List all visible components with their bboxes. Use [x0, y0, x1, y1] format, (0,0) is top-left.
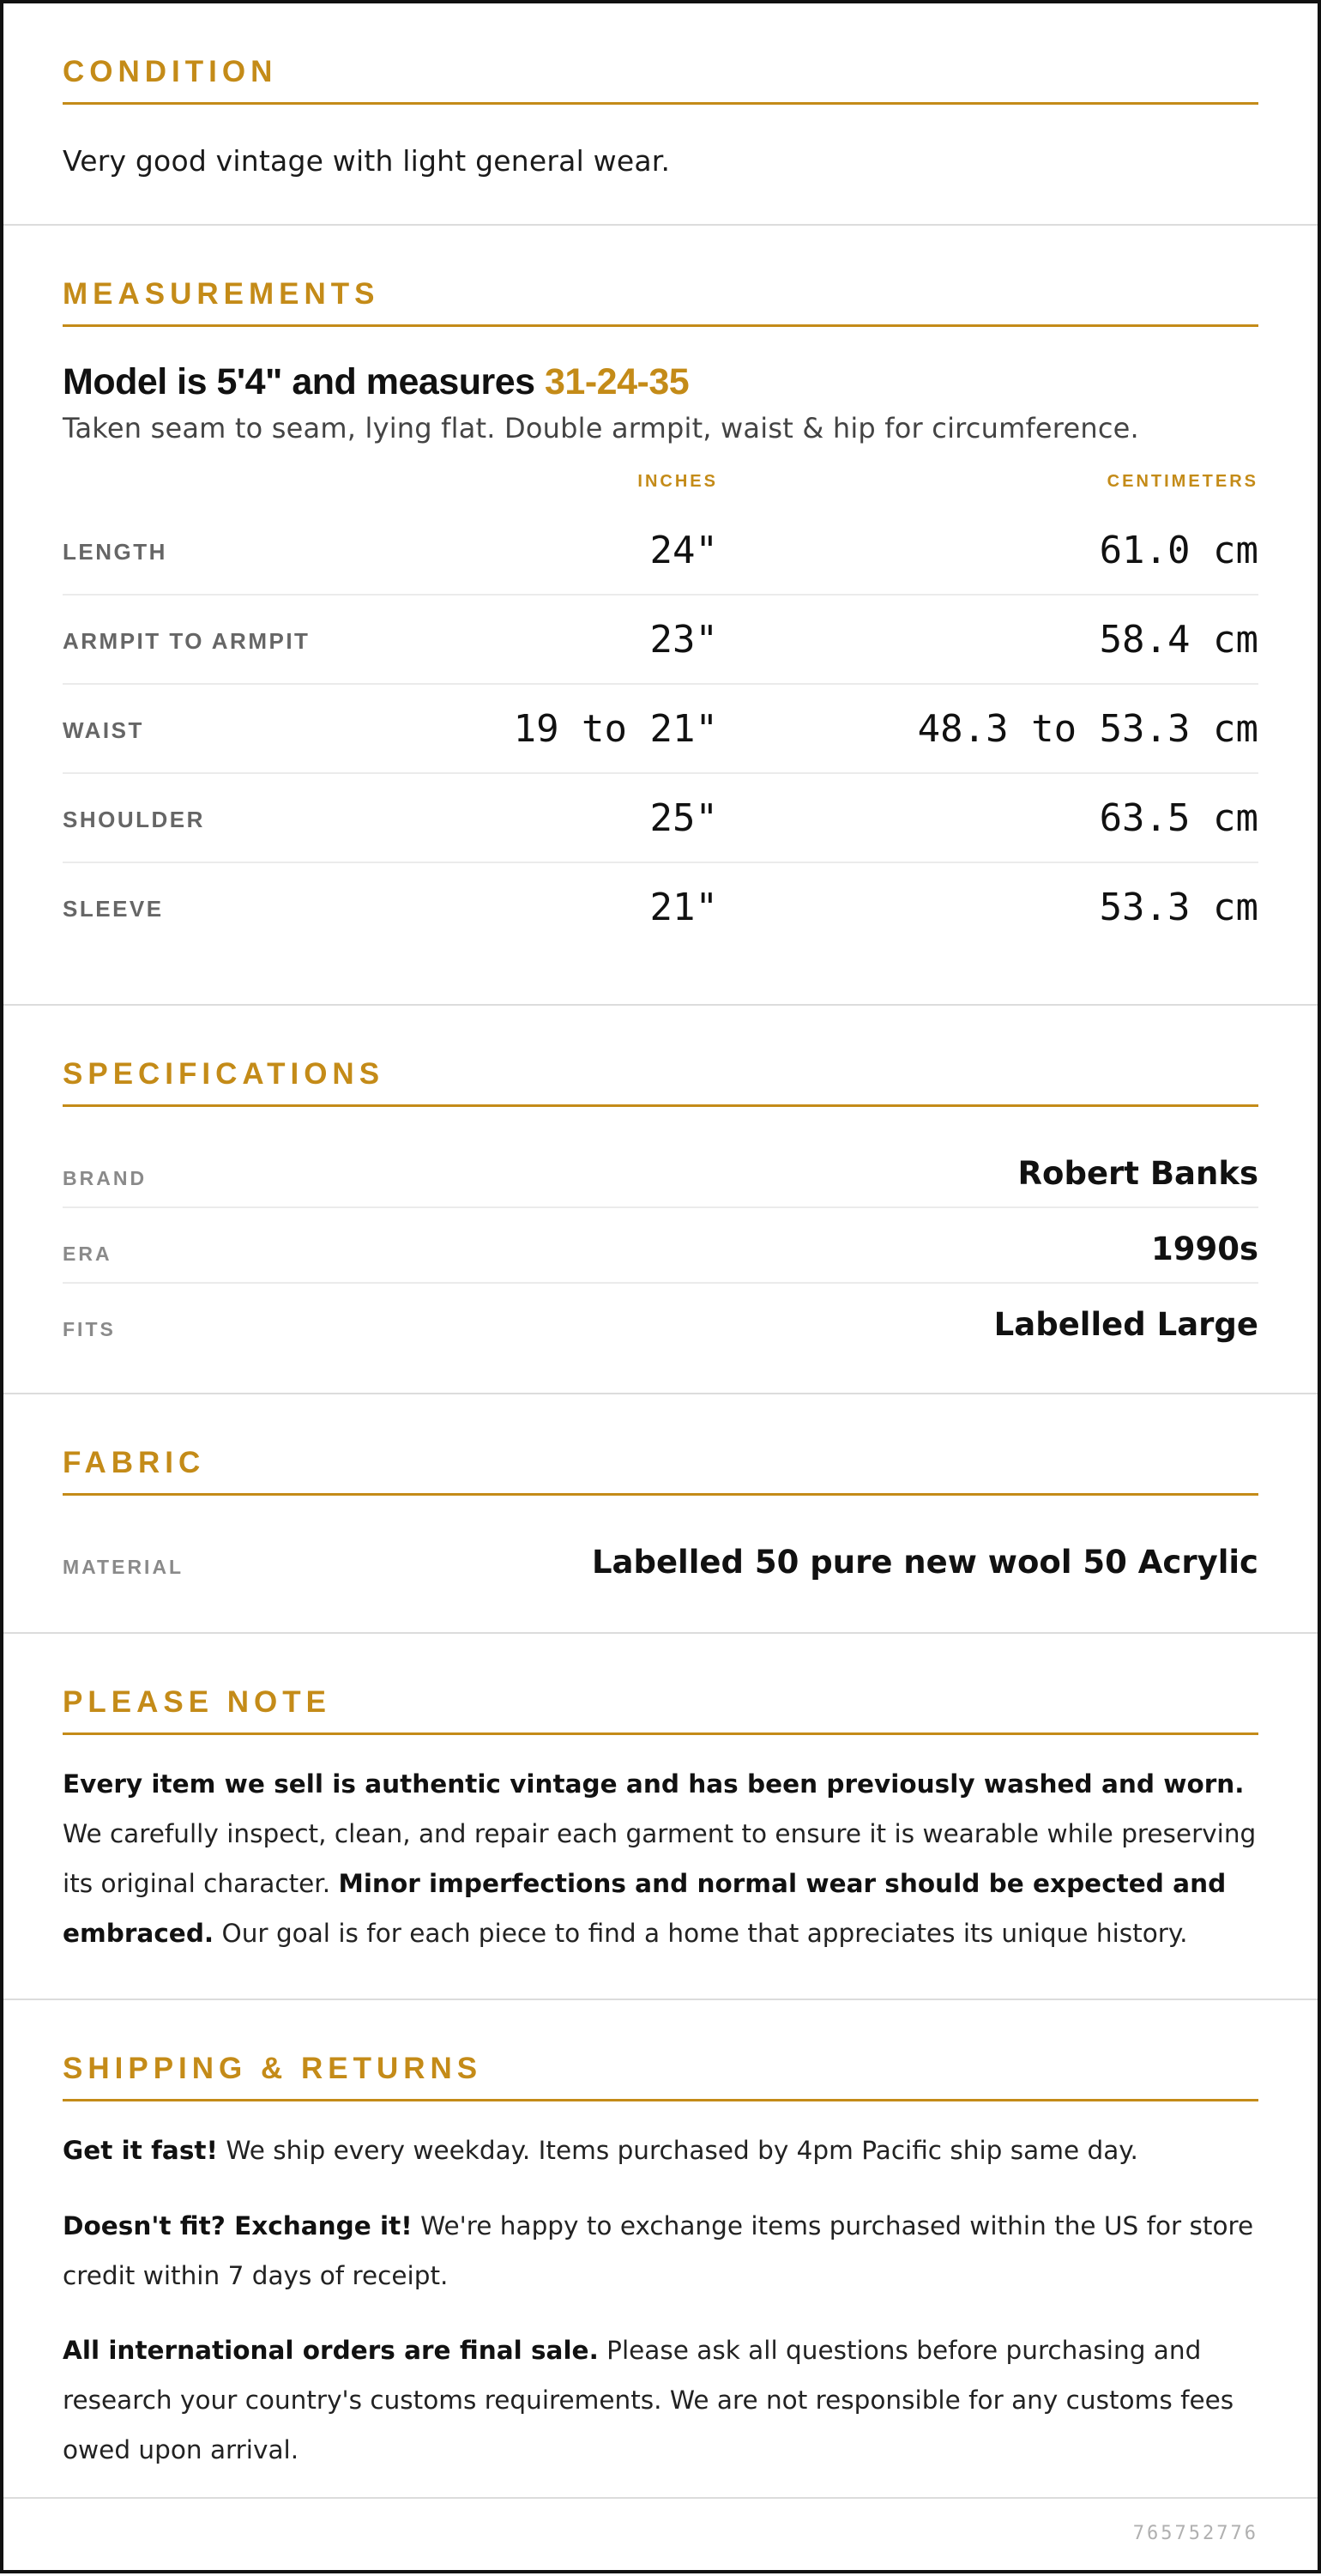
spec-value: 1990s [1150, 1231, 1258, 1267]
shipping-paragraph-fast [63, 2126, 1258, 2175]
measurements-table-header [63, 463, 1258, 506]
shipping-text-1: We ship every weekday. Items purchased by 4pm Pacific ship same day. [217, 2136, 1138, 2165]
please-note-text [63, 1759, 1258, 1958]
measurement-row [63, 506, 1258, 596]
product-id: 765752776 [1132, 2523, 1258, 2544]
measurement-row [63, 863, 1258, 951]
measurement-cm: 48.3 to 53.3 cm [917, 707, 1258, 751]
centimeters-column-header: CENTIMETERS [1107, 472, 1258, 491]
measurement-inches: 19 to 21" [513, 707, 718, 751]
spec-row [63, 1284, 1258, 1358]
model-measures-value: 31-24-35 [545, 361, 690, 402]
condition-heading: CONDITION [63, 57, 1258, 105]
measurement-label: SHOULDER [63, 807, 205, 832]
footer [3, 2499, 1318, 2576]
measurement-row [63, 774, 1258, 863]
spec-key: ERA [63, 1243, 112, 1265]
measurement-label: SLEEVE [63, 896, 164, 922]
fabric-row [63, 1521, 1258, 1595]
fabric-value: Labelled 50 pure new wool 50 Acrylic [591, 1544, 1258, 1581]
fabric-heading: FABRIC [63, 1448, 1258, 1496]
note-bold-1: Every item we sell is authentic vintage and has been previously washed and worn. [63, 1769, 1245, 1799]
measurement-inches: 23" [649, 618, 718, 662]
shipping-heading: SHIPPING & RETURNS [63, 2053, 1258, 2101]
spec-key: BRAND [63, 1167, 148, 1189]
shipping-text-2: We're happy to exchange items purchased within the US for store credit within 7 days of receipt. [63, 2210, 1254, 2290]
please-note-heading: PLEASE NOTE [63, 1687, 1258, 1735]
measurement-label: WAIST [63, 717, 144, 743]
measurement-cm: 58.4 cm [1099, 618, 1258, 662]
model-prefix: Model is 5'4" and measures [63, 361, 546, 402]
shipping-paragraph-exchange [63, 2201, 1258, 2301]
shipping-bold-1: Get it fast! [63, 2136, 218, 2165]
measurements-table [63, 506, 1258, 951]
please-note-section [3, 1634, 1318, 2000]
inches-column-header: INCHES [637, 472, 718, 491]
note-bold-2: Minor imperfections and normal wear should be expected and embraced. [63, 1869, 1227, 1948]
model-measures-line [63, 361, 1258, 403]
measurement-row [63, 596, 1258, 685]
measurement-inches: 21" [649, 886, 718, 929]
measurement-inches: 25" [649, 796, 718, 840]
measurements-heading: MEASUREMENTS [63, 279, 1258, 327]
specifications-list [63, 1133, 1258, 1358]
measurement-cm: 53.3 cm [1099, 886, 1258, 929]
note-text-1: We carefully inspect, clean, and repair each garment to ensure it is wearable while preserving its original character. [63, 1819, 1257, 1898]
spec-row [63, 1133, 1258, 1208]
note-text-2: Our goal is for each piece to find a home that appreciates its unique history. [214, 1919, 1188, 1948]
spec-row [63, 1208, 1258, 1284]
shipping-bold-3: All international orders are final sale. [63, 2336, 599, 2365]
measurements-section [3, 226, 1318, 1006]
shipping-returns-section [3, 2000, 1318, 2499]
measurement-row [63, 685, 1258, 774]
specifications-heading: SPECIFICATIONS [63, 1059, 1258, 1107]
condition-section [3, 3, 1318, 226]
shipping-paragraph-international [63, 2325, 1258, 2475]
fabric-key: MATERIAL [63, 1556, 184, 1578]
shipping-bold-2: Doesn't fit? Exchange it! [63, 2210, 413, 2240]
measurement-label: ARMPIT TO ARMPIT [63, 628, 311, 654]
specifications-section [3, 1006, 1318, 1394]
fabric-section [3, 1394, 1318, 1634]
spec-value: Robert Banks [1017, 1155, 1258, 1192]
fabric-list [63, 1521, 1258, 1595]
measurement-label: LENGTH [63, 539, 167, 565]
shipping-text-3: Please ask all questions before purchasing and research your country's customs requirements. We are not responsible for any customs fees owed upon arrival. [63, 2336, 1234, 2464]
measurement-cm: 63.5 cm [1099, 796, 1258, 840]
condition-text: Very good vintage with light general wear. [63, 144, 671, 178]
spec-key: FITS [63, 1318, 116, 1340]
measurement-inches: 24" [649, 529, 718, 572]
measurement-cm: 61.0 cm [1099, 529, 1258, 572]
measurements-subtitle: Taken seam to seam, lying flat. Double armpit, waist & hip for circumference. [63, 412, 1139, 444]
spec-value: Labelled Large [993, 1306, 1258, 1343]
